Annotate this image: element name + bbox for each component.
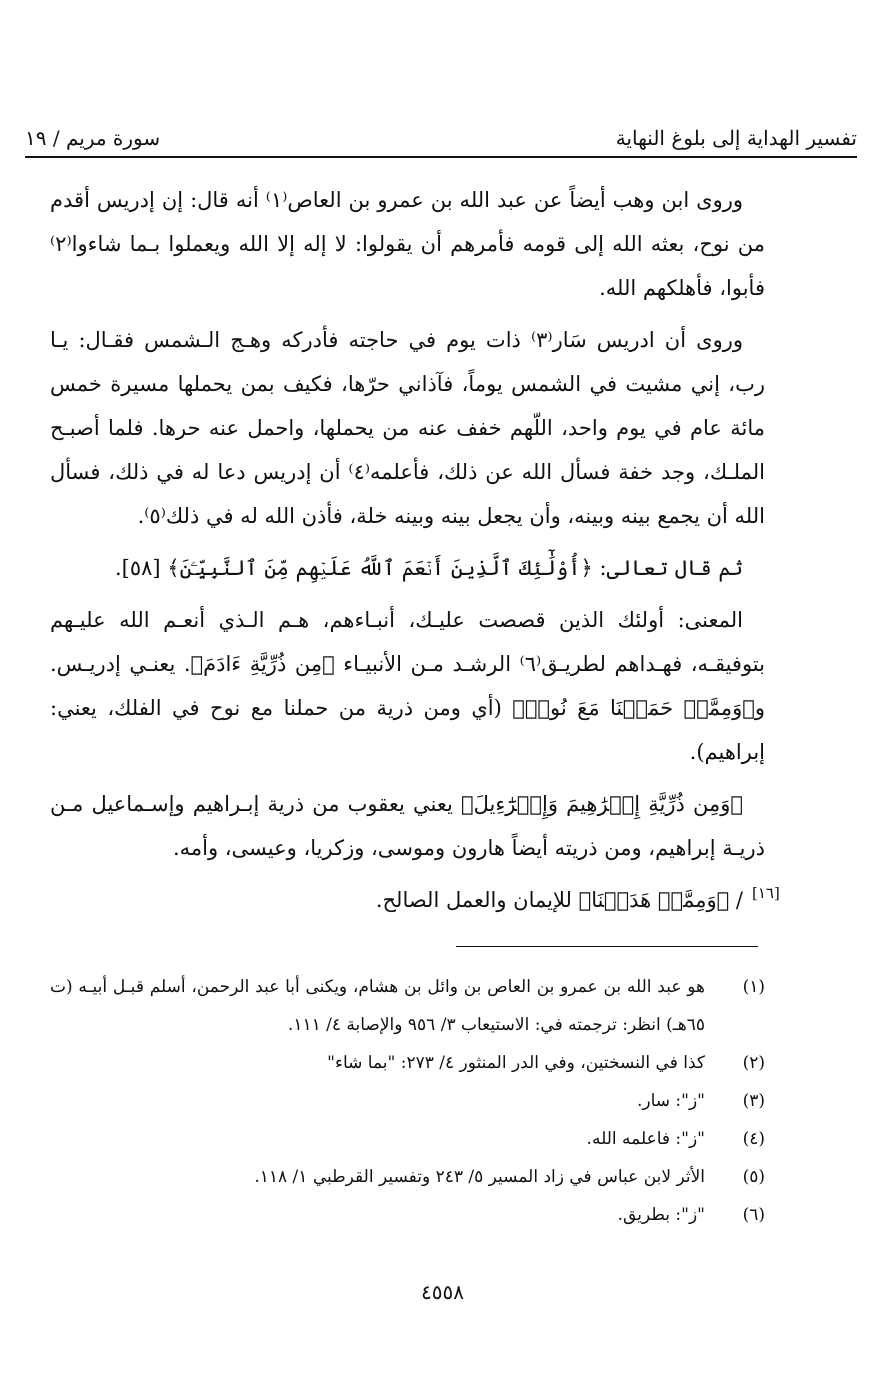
footnote-number: (٤): [742, 1129, 765, 1149]
footnote: [50, 1120, 765, 1158]
footnote-text: "ز": فاعلمه الله.: [586, 1129, 705, 1149]
footnote: [50, 1196, 765, 1234]
footnote-number: (٥): [742, 1167, 765, 1187]
surah-label: سورة مريم / ١٩: [25, 126, 161, 150]
footnote-text: "ز": سار.: [636, 1091, 705, 1111]
footnote-text: هو عبد الله بن عمرو بن العاص بن وائل بن هشام، ويكنى أبا عبد الرحمن، أسلم قبـل أبيـه (ت ٦٥هـ) انظر: ترجمته في: الاستيعاب ٣/ ٩٥٦ والإصابة ٤/ ١١١.: [50, 977, 705, 1035]
footnote-number: (٦): [742, 1205, 765, 1225]
footnote-text: "ز": بطريق.: [617, 1205, 705, 1225]
paragraph: / ﴿وَمِمَّنۡ هَدَيۡنَا﴾ للإيمان والعمل الصالح.: [375, 888, 743, 912]
footnote-number: (١): [742, 977, 765, 997]
paragraph: وروى أن ادريس سَار⁽٣⁾ ذات يوم في حاجته فأدركه وهـج الـشمس فقـال: يـا رب، إني مشيت في الشمس يوماً، فآذاني حرّها، فكيف بمن يحملها مسيرة خمس مائة عام في يوم واحد، اللّهم خفف عنه من يحملها، واحمل عنه حرها. فلما أصبـح الملـك، وجد خفة فسأل الله عن ذلك، فأعلمه⁽٤⁾ أن إدريس دعا له في ذلك، فسأل الله أن يجمع بينه وبينه، وأن يجعل بينه وبينه خلة، فأذن الله له في ذلك⁽٥⁾.: [50, 328, 765, 528]
paragraph: وروى ابن وهب أيضاً عن عبد الله بن عمرو بن العاص⁽١⁾ أنه قال: إن إدريس أقدم من نوح، بعثه الله إلى قومه فأمرهم أن يقولوا: لا إله إلا الله ويعملوا بـما شاءوا⁽٢⁾ فأبوا، فأهلكهم الله.: [50, 188, 765, 300]
manuscript-folio-marker: [١٦]: [752, 884, 780, 902]
paragraph: المعنى: أولئك الذين قصصت عليـك، أنبـاءهم، هـم الـذي أنعـم الله عليـهم بتوفيقـه، فهـداهم لطريـق⁽٦⁾ الرشـد مـن الأنبيـاء ﴿مِن ذُرِّيَّةِ ءَادَمَ﴾. يعنـي إدريـس. و﴿وَمِمَّنۡ حَمَلۡنَا مَعَ نُوحٖ﴾ (أي ومن ذرية من حملنا مع نوح في الفلك، يعني: إبراهيم).: [50, 608, 765, 764]
main-text: [50, 178, 765, 930]
footnote-number: (٣): [742, 1091, 765, 1111]
footnote: [50, 1158, 765, 1196]
page-header: [25, 108, 857, 158]
page-number: ٤٥٥٨: [421, 1280, 464, 1304]
footnotes: [50, 968, 765, 1234]
footnote-number: (٢): [742, 1053, 765, 1073]
paragraph: ﴿وَمِن ذُرِّيَّةِ إِبۡرَٰهِيمَ وَإِسۡرَٰٓءِيلَ﴾ يعني يعقوب من ذرية إبـراهيم وإسـماعيل مـن ذريـة إبراهيم، ومن ذريته أيضاً هارون وموسى، وزكريا، وعيسى، وأمه.: [50, 792, 765, 860]
footnote: [50, 968, 765, 1044]
book-title: تفسير الهداية إلى بلوغ النهاية: [615, 126, 857, 150]
footnote-divider: [456, 946, 758, 947]
footnote: [50, 1082, 765, 1120]
footnote-text: الأثر لابن عباس في زاد المسير ٥/ ٢٤٣ وتفسير القرطبي ١/ ١١٨.: [254, 1167, 705, 1187]
footnote-text: كذا في النسختين، وفي الدر المنثور ٤/ ٢٧٣: "بما شاء": [327, 1053, 705, 1073]
footnote: [50, 1044, 765, 1082]
paragraph: ثم قال تعالى: ﴿أُوْلَٰٓئِكَ ٱلَّذِينَ أَنۡعَمَ ٱللَّهُ عَلَيۡهِم مِّنَ ٱلنَّبِيِّـۧنَ﴾ [٥٨].: [114, 556, 743, 580]
